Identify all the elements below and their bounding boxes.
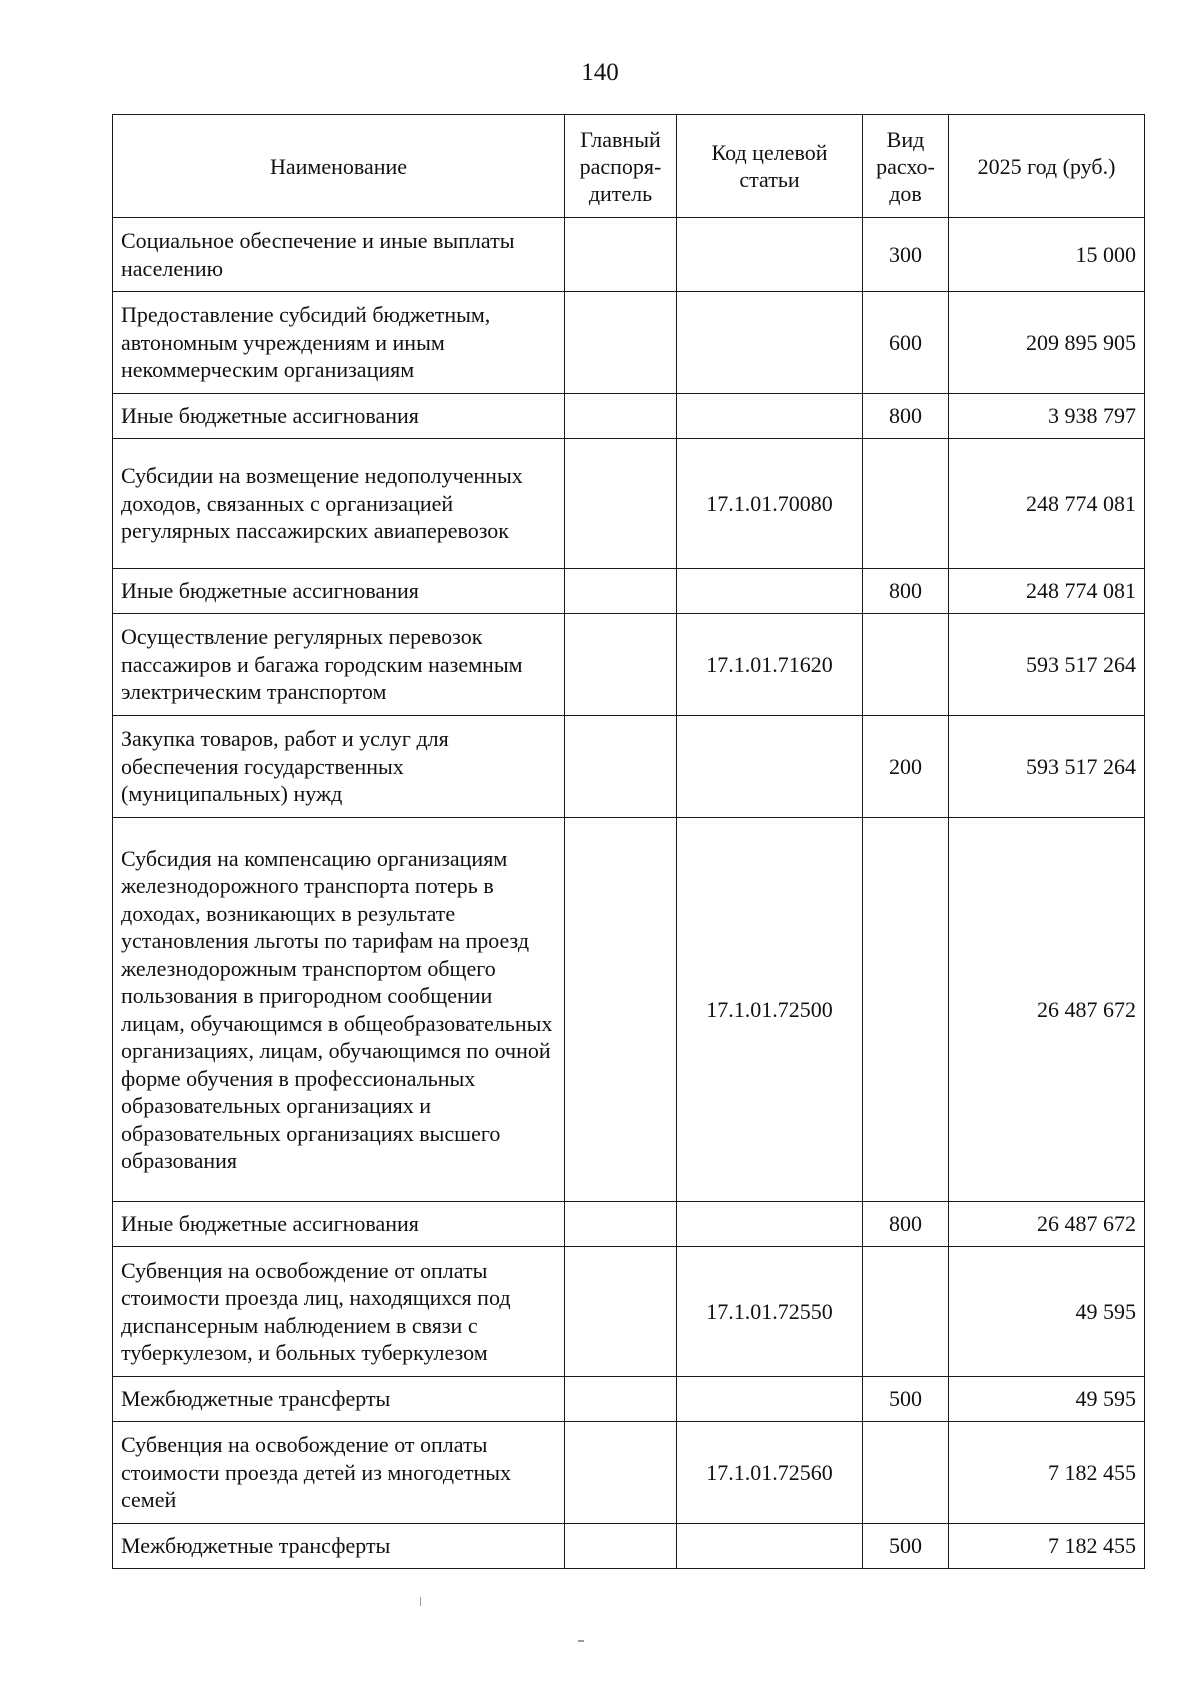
row-name: Социальное обеспечение и иные выплаты населению bbox=[113, 218, 565, 292]
row-amount: 209 895 905 bbox=[949, 292, 1145, 394]
row-grs bbox=[565, 394, 677, 439]
table-row bbox=[113, 818, 1145, 1202]
row-vid: 800 bbox=[863, 394, 949, 439]
table-row bbox=[113, 716, 1145, 818]
row-name: Иные бюджетные ассигнования bbox=[113, 1202, 565, 1247]
row-vid bbox=[863, 439, 949, 569]
table-row bbox=[113, 614, 1145, 716]
row-vid: 200 bbox=[863, 716, 949, 818]
row-code bbox=[677, 292, 863, 394]
row-code: 17.1.01.72560 bbox=[677, 1422, 863, 1524]
row-vid: 500 bbox=[863, 1377, 949, 1422]
row-grs bbox=[565, 439, 677, 569]
row-code bbox=[677, 218, 863, 292]
row-amount: 7 182 455 bbox=[949, 1524, 1145, 1569]
row-code bbox=[677, 1377, 863, 1422]
row-amount: 49 595 bbox=[949, 1247, 1145, 1377]
row-name: Предоставление субсидий бюджетным, автономным учреждениям и иным некоммерческим организациям bbox=[113, 292, 565, 394]
row-code bbox=[677, 394, 863, 439]
row-code bbox=[677, 716, 863, 818]
row-vid bbox=[863, 1422, 949, 1524]
row-amount: 26 487 672 bbox=[949, 818, 1145, 1202]
table-row bbox=[113, 1524, 1145, 1569]
table-row bbox=[113, 439, 1145, 569]
row-grs bbox=[565, 1524, 677, 1569]
row-code: 17.1.01.70080 bbox=[677, 439, 863, 569]
row-vid bbox=[863, 614, 949, 716]
table-row bbox=[113, 1377, 1145, 1422]
row-vid: 800 bbox=[863, 1202, 949, 1247]
row-name: Осуществление регулярных перевозок пассажиров и багажа городским наземным электрическим транспортом bbox=[113, 614, 565, 716]
row-grs bbox=[565, 1377, 677, 1422]
row-name: Субсидия на компенсацию организациям железнодорожного транспорта потерь в доходах, возникающих в результате установления льготы по тарифам на проезд железнодорожным транспортом общего пользования в пригородном сообщении лицам, обучающимся в общеобразовательных организациях, лицам, обучающимся по очной форме обучения в профессиональных образовательных организациях и образовательных организациях высшего образования bbox=[113, 818, 565, 1202]
row-name: Субвенция на освобождение от оплаты стоимости проезда лиц, находящихся под диспансерным наблюдением в связи с туберкулезом, и больных туберкулезом bbox=[113, 1247, 565, 1377]
row-grs bbox=[565, 1422, 677, 1524]
row-vid bbox=[863, 1247, 949, 1377]
row-code: 17.1.01.71620 bbox=[677, 614, 863, 716]
row-code bbox=[677, 1202, 863, 1247]
row-grs bbox=[565, 218, 677, 292]
row-vid: 600 bbox=[863, 292, 949, 394]
table-header-row bbox=[113, 115, 1145, 218]
row-grs bbox=[565, 569, 677, 614]
table-row bbox=[113, 394, 1145, 439]
table-row bbox=[113, 1247, 1145, 1377]
table-row bbox=[113, 569, 1145, 614]
row-grs bbox=[565, 1247, 677, 1377]
table-row bbox=[113, 1422, 1145, 1524]
row-name: Субвенция на освобождение от оплаты стоимости проезда детей из многодетных семей bbox=[113, 1422, 565, 1524]
row-code: 17.1.01.72500 bbox=[677, 818, 863, 1202]
row-amount: 248 774 081 bbox=[949, 439, 1145, 569]
budget-table bbox=[112, 114, 1145, 1569]
header-code: Код целевой статьи bbox=[677, 115, 863, 218]
row-vid: 300 bbox=[863, 218, 949, 292]
row-amount: 593 517 264 bbox=[949, 716, 1145, 818]
row-grs bbox=[565, 614, 677, 716]
header-name: Наименование bbox=[113, 115, 565, 218]
row-amount: 7 182 455 bbox=[949, 1422, 1145, 1524]
row-amount: 593 517 264 bbox=[949, 614, 1145, 716]
page-number: 140 bbox=[581, 59, 619, 86]
row-grs bbox=[565, 1202, 677, 1247]
header-grs: Главный распоря-дитель bbox=[565, 115, 677, 218]
row-name: Иные бюджетные ассигнования bbox=[113, 394, 565, 439]
header-amount: 2025 год (руб.) bbox=[949, 115, 1145, 218]
scan-speck bbox=[578, 1640, 584, 1642]
row-amount: 248 774 081 bbox=[949, 569, 1145, 614]
row-amount: 15 000 bbox=[949, 218, 1145, 292]
row-amount: 26 487 672 bbox=[949, 1202, 1145, 1247]
table-row bbox=[113, 1202, 1145, 1247]
row-name: Межбюджетные трансферты bbox=[113, 1524, 565, 1569]
row-name: Иные бюджетные ассигнования bbox=[113, 569, 565, 614]
row-code bbox=[677, 569, 863, 614]
row-code: 17.1.01.72550 bbox=[677, 1247, 863, 1377]
row-vid bbox=[863, 818, 949, 1202]
row-amount: 49 595 bbox=[949, 1377, 1145, 1422]
row-name: Закупка товаров, работ и услуг для обеспечения государственных (муниципальных) нужд bbox=[113, 716, 565, 818]
header-vid: Вид расхо-дов bbox=[863, 115, 949, 218]
row-grs bbox=[565, 818, 677, 1202]
table-row bbox=[113, 218, 1145, 292]
row-name: Субсидии на возмещение недополученных доходов, связанных с организацией регулярных пассажирских авиаперевозок bbox=[113, 439, 565, 569]
row-vid: 500 bbox=[863, 1524, 949, 1569]
scan-speck bbox=[420, 1597, 421, 1606]
row-code bbox=[677, 1524, 863, 1569]
row-name: Межбюджетные трансферты bbox=[113, 1377, 565, 1422]
table-row bbox=[113, 292, 1145, 394]
row-grs bbox=[565, 716, 677, 818]
row-grs bbox=[565, 292, 677, 394]
row-amount: 3 938 797 bbox=[949, 394, 1145, 439]
row-vid: 800 bbox=[863, 569, 949, 614]
